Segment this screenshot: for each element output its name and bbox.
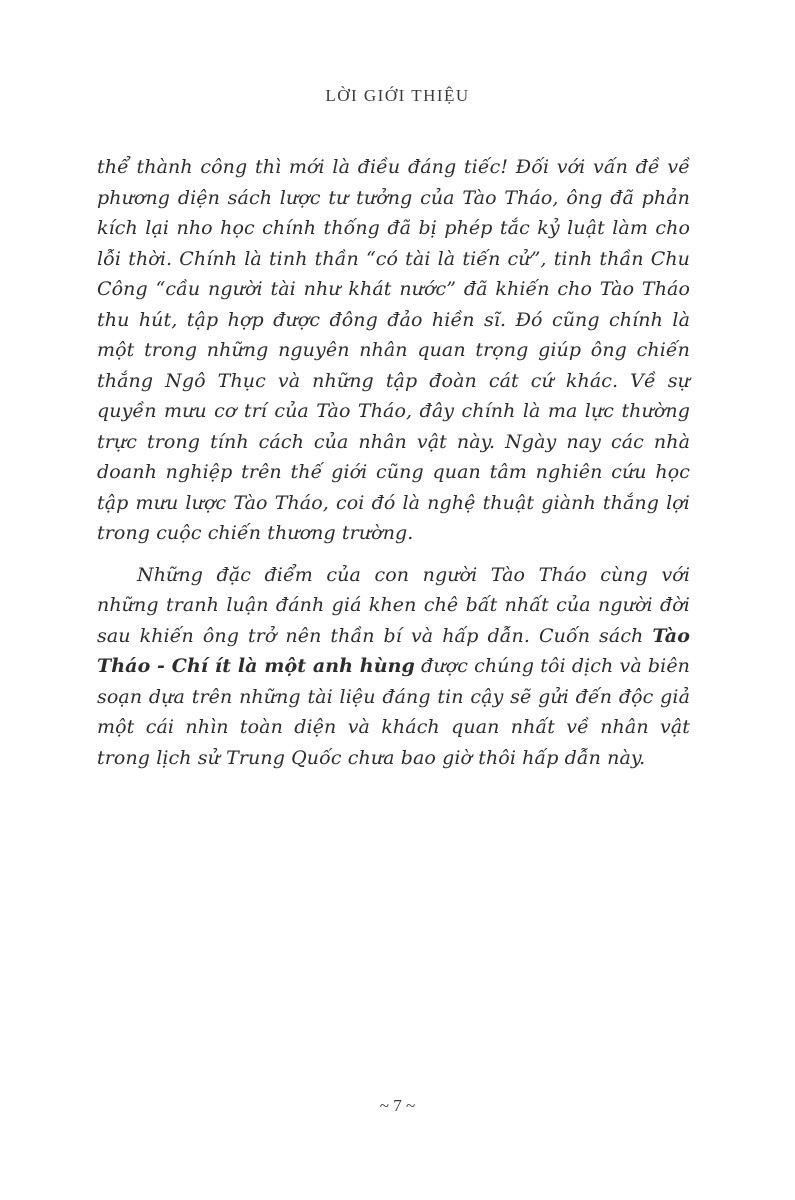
- book-title-bold: Tào Tháo - Chí ít là một anh hùng: [97, 624, 690, 677]
- paragraph: [97, 152, 690, 549]
- running-header: LỜI GIỚI THIỆU: [325, 86, 470, 105]
- paragraph-text: Những đặc điểm của con người Tào Tháo cùng với những tranh luận đánh giá khen chê bất nhất của người đời sau khiến ông trở nên thần bí và hấp dẫn. Cuốn sách: [97, 563, 690, 647]
- page-number: ~ 7 ~: [379, 1096, 416, 1115]
- body-text-block: [97, 152, 690, 773]
- paragraph-text: thể thành công thì mới là điều đáng tiếc! Đối với vấn đề về phương diện sách lược tư tưởng của Tào Tháo, ông đã phản kích lại nho học chính thống đã bị phép tắc kỷ luật làm cho lỗi thời. Chính là tinh thần “có tài là tiến cử”, tinh thần Chu Công “cầu người tài như khát nước” đã khiến cho Tào Tháo thu hút, tập hợp được đông đảo hiền sĩ. Đó cũng chính là một trong những nguyên nhân quan trọng giúp ông chiến thắng Ngô Thục và những tập đoàn cát cứ khác. Về sự quyền mưu cơ trí của Tào Tháo, đây chính là ma lực thường trực trong tính cách của nhân vật này. Ngày nay các nhà doanh nghiệp trên thế giới cũng quan tâm nghiên cứu học tập mưu lược Tào Tháo, coi đó là nghệ thuật giành thắng lợi trong cuộc chiến thương trường.: [97, 156, 690, 544]
- paragraph-text: được chúng tôi dịch và biên soạn dựa trên những tài liệu đáng tin cậy sẽ gửi đến độc giả một cái nhìn toàn diện và khách quan nhất về nhân vật trong lịch sử Trung Quốc chưa bao giờ thôi hấp dẫn này.: [97, 655, 691, 769]
- paragraph: [97, 560, 690, 774]
